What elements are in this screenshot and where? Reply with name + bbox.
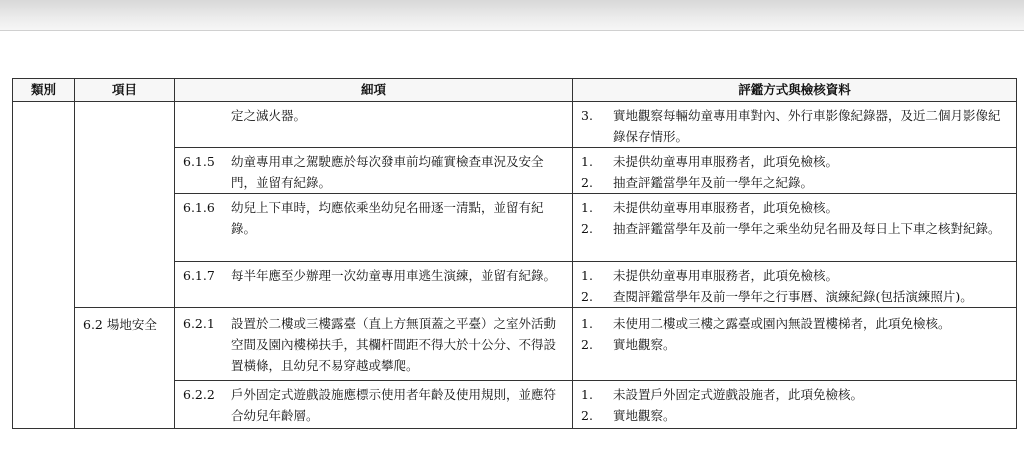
header-category: 類別	[13, 79, 75, 102]
eval-number: 2.	[581, 408, 593, 423]
evaluation-table	[12, 78, 1017, 429]
detail-cell	[175, 262, 573, 308]
detail-text: 每半年應至少辦理一次幼童專用車逃生演練，並留有紀錄。	[231, 268, 557, 283]
eval-number: 1.	[581, 268, 593, 283]
item-cell	[75, 102, 175, 308]
detail-text: 幼兒上下車時，均應依乘坐幼兒名冊逐一清點，並留有紀錄。	[231, 200, 544, 236]
eval-number: 1.	[581, 316, 593, 331]
detail-cell	[175, 148, 573, 194]
header-detail: 細項	[175, 79, 573, 102]
viewer-toolbar	[0, 0, 1024, 31]
eval-text: 實地觀察。	[613, 337, 676, 352]
item-label: 6.2 場地安全	[83, 317, 157, 332]
detail-text: 幼童專用車之駕駛應於每次發車前均確實檢查車況及安全門，並留有紀錄。	[231, 154, 544, 190]
eval-number: 2.	[581, 289, 593, 304]
eval-text: 實地觀察。	[613, 408, 676, 423]
detail-text: 戶外固定式遊戲設施應標示使用者年齡及使用規則，並應符合幼兒年齡層。	[231, 387, 557, 423]
eval-number: 1.	[581, 387, 593, 402]
detail-cell	[175, 308, 573, 381]
eval-number: 1.	[581, 200, 593, 215]
eval-number: 2.	[581, 337, 593, 352]
eval-text: 查閱評鑑當學年及前一學年之行事曆、演練紀錄(包括演練照片)。	[613, 289, 973, 304]
evaluation-cell	[573, 194, 1017, 262]
eval-text: 實地觀察每輛幼童專用車對內、外行車影像紀錄器，及近二個月影像紀錄保存情形。	[613, 108, 1001, 144]
header-evaluation: 評鑑方式與檢核資料	[573, 79, 1017, 102]
eval-number: 2.	[581, 221, 593, 236]
detail-cell	[175, 194, 573, 262]
evaluation-cell	[573, 262, 1017, 308]
document-page	[12, 78, 1016, 425]
detail-number: 6.2.1	[183, 316, 215, 331]
eval-text: 未提供幼童專用車服務者，此項免檢核。	[613, 268, 839, 283]
table-row	[13, 102, 1017, 148]
table-header-row	[13, 79, 1017, 102]
category-cell	[13, 102, 75, 429]
detail-number: 6.1.6	[183, 200, 215, 215]
item-cell	[75, 308, 175, 429]
evaluation-cell	[573, 148, 1017, 194]
eval-text: 未設置戶外固定式遊戲設施者，此項免檢核。	[613, 387, 864, 402]
detail-cell	[175, 381, 573, 429]
evaluation-cell	[573, 308, 1017, 381]
eval-text: 未提供幼童專用車服務者，此項免檢核。	[613, 200, 839, 215]
eval-text: 抽查評鑑當學年及前一學年之乘坐幼兒名冊及每日上下車之核對紀錄。	[613, 221, 1001, 236]
detail-cell	[175, 102, 573, 148]
eval-text: 未提供幼童專用車服務者，此項免檢核。	[613, 154, 839, 169]
eval-text: 抽查評鑑當學年及前一學年之紀錄。	[613, 175, 814, 190]
eval-number: 2.	[581, 175, 593, 190]
detail-text: 定之滅火器。	[231, 108, 307, 123]
eval-text: 未使用二樓或三樓之露臺或園內無設置樓梯者，此項免檢核。	[613, 316, 951, 331]
eval-number: 1.	[581, 154, 593, 169]
detail-number: 6.2.2	[183, 387, 215, 402]
detail-text: 設置於二樓或三樓露臺（直上方無頂蓋之平臺）之室外活動空間及園內樓梯扶手，其欄杆間距不得大於十公分、不得設置橫條，且幼兒不易穿越或攀爬。	[231, 316, 557, 373]
header-item: 項目	[75, 79, 175, 102]
evaluation-cell	[573, 102, 1017, 148]
detail-number: 6.1.5	[183, 154, 215, 169]
detail-number: 6.1.7	[183, 268, 215, 283]
evaluation-cell	[573, 381, 1017, 429]
eval-number: 3.	[581, 108, 593, 123]
table-row	[13, 308, 1017, 381]
